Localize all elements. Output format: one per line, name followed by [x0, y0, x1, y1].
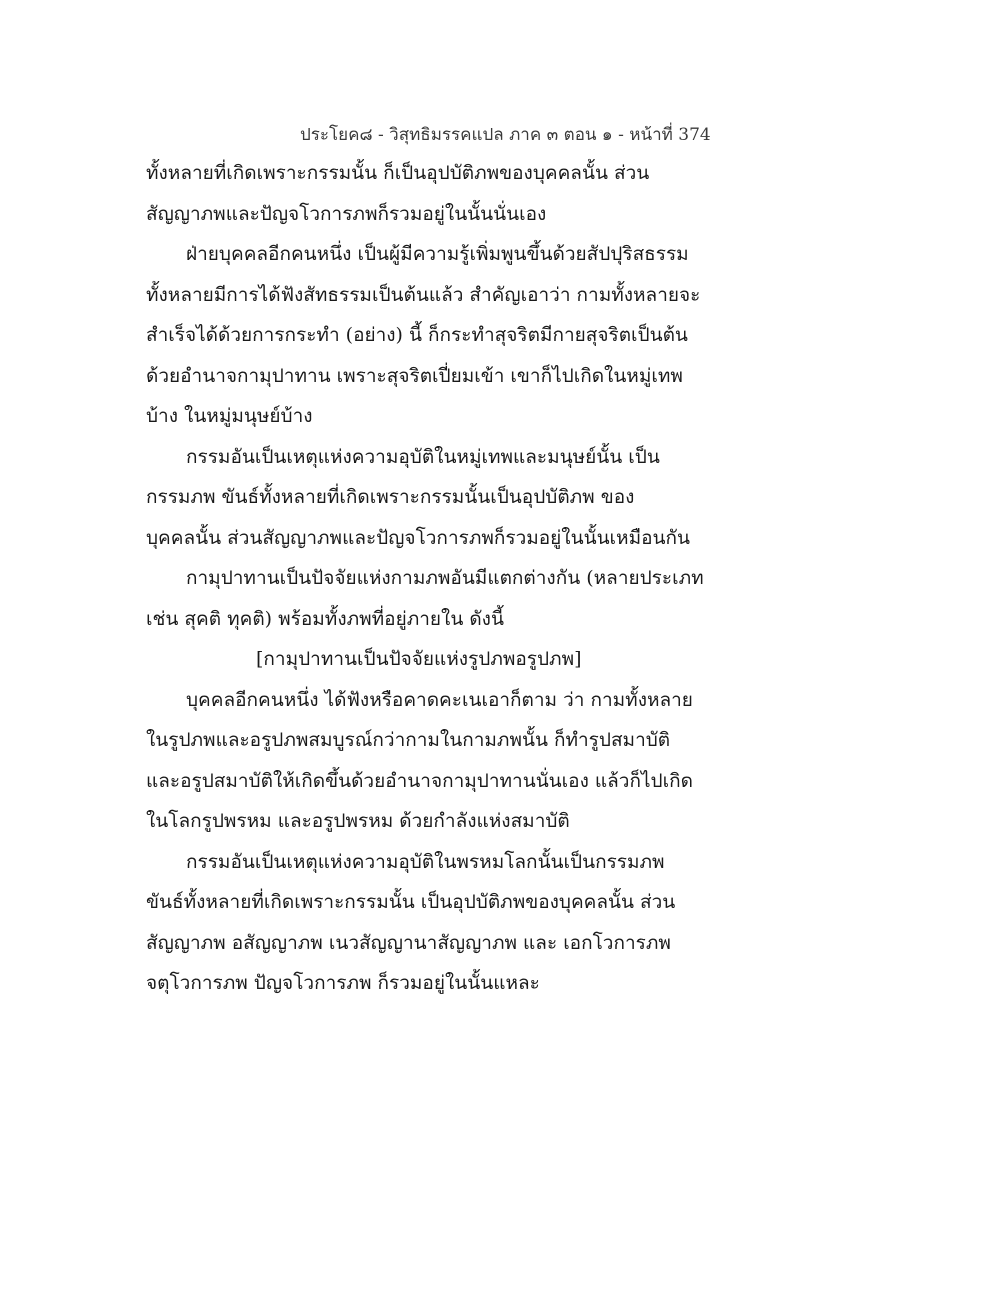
text-line: และอรูปสมาบัติให้เกิดขึ้นด้วยอำนาจกามุปาทานนั่นเอง แล้วก็ไปเกิด	[146, 769, 693, 792]
text-line: จตุโวการภพ ปัญจโวการภพ ก็รวมอยู่ในนั้นแหละ	[146, 972, 540, 994]
paragraph-start-line: กามุปาทานเป็นปัจจัยแห่งกามภพอันมีแตกต่างกัน (หลายประเภท	[186, 567, 704, 589]
text-line: ในรูปภพและอรูปภพสมบูรณ์กว่ากามในกามภพนั้น ก็ทำรูปสมาบัติ	[146, 729, 671, 751]
section-heading: [กามุปาทานเป็นปัจจัยแห่งรูปภพอรูปภพ]	[256, 648, 582, 670]
running-header: ประโยค๘ - วิสุทธิมรรคแปล ภาค ๓ ตอน ๑ - หน้าที่ 374	[300, 125, 711, 145]
paragraph-start-line: กรรมอันเป็นเหตุแห่งความอุบัติในหมู่เทพและมนุษย์นั้น เป็น	[186, 445, 660, 468]
paragraph-start-line: บุคคลอีกคนหนึ่ง ได้ฟังหรือคาดคะเนเอาก็ตาม ว่า กามทั้งหลาย	[186, 688, 693, 711]
text-line: ในโลกรูปพรหม และอรูปพรหม ด้วยกำลังแห่งสมาบัติ	[146, 810, 570, 832]
paragraph-start-line: ฝ่ายบุคคลอีกคนหนึ่ง เป็นผู้มีความรู้เพิ่มพูนขึ้นด้วยสัปปุริสธรรม	[186, 243, 689, 265]
text-line: บ้าง ในหมู่มนุษย์บ้าง	[146, 405, 313, 427]
text-line: สัญญาภพและปัญจโวการภพก็รวมอยู่ในนั้นนั่นเอง	[146, 202, 547, 225]
text-line: ด้วยอำนาจกามุปาทาน เพราะสุจริตเปี่ยมเข้า เขาก็ไปเกิดในหมู่เทพ	[146, 364, 683, 387]
text-line: กรรมภพ ขันธ์ทั้งหลายที่เกิดเพราะกรรมนั้นเป็นอุปบัติภพ ของ	[146, 486, 635, 508]
text-line: ขันธ์ทั้งหลายที่เกิดเพราะกรรมนั้น เป็นอุปบัติภพของบุคคลนั้น ส่วน	[146, 891, 676, 913]
text-line: เช่น สุคติ ทุคติ) พร้อมทั้งภพที่อยู่ภายใน ดังนี้	[146, 607, 504, 630]
body-text	[146, 153, 706, 1004]
text-line: สำเร็จได้ด้วยการกระทำ (อย่าง) นี้ ก็กระทำสุจริตมีกายสุจริตเป็นต้น	[146, 324, 688, 346]
text-line: ทั้งหลายที่เกิดเพราะกรรมนั้น ก็เป็นอุปบัติภพของบุคคลนั้น ส่วน	[146, 162, 650, 184]
text-line: สัญญาภพ อสัญญาภพ เนวสัญญานาสัญญาภพ และ เอกโวการภพ	[146, 931, 671, 954]
text-line: บุคคลนั้น ส่วนสัญญาภพและปัญจโวการภพก็รวมอยู่ในนั้นเหมือนกัน	[146, 526, 690, 549]
text-line: ทั้งหลายมีการได้ฟังสัทธรรมเป็นต้นแล้ว สำคัญเอาว่า กามทั้งหลายจะ	[146, 283, 701, 306]
paragraph-start-line: กรรมอันเป็นเหตุแห่งความอุบัติในพรหมโลกนั้นเป็นกรรมภพ	[186, 850, 665, 873]
